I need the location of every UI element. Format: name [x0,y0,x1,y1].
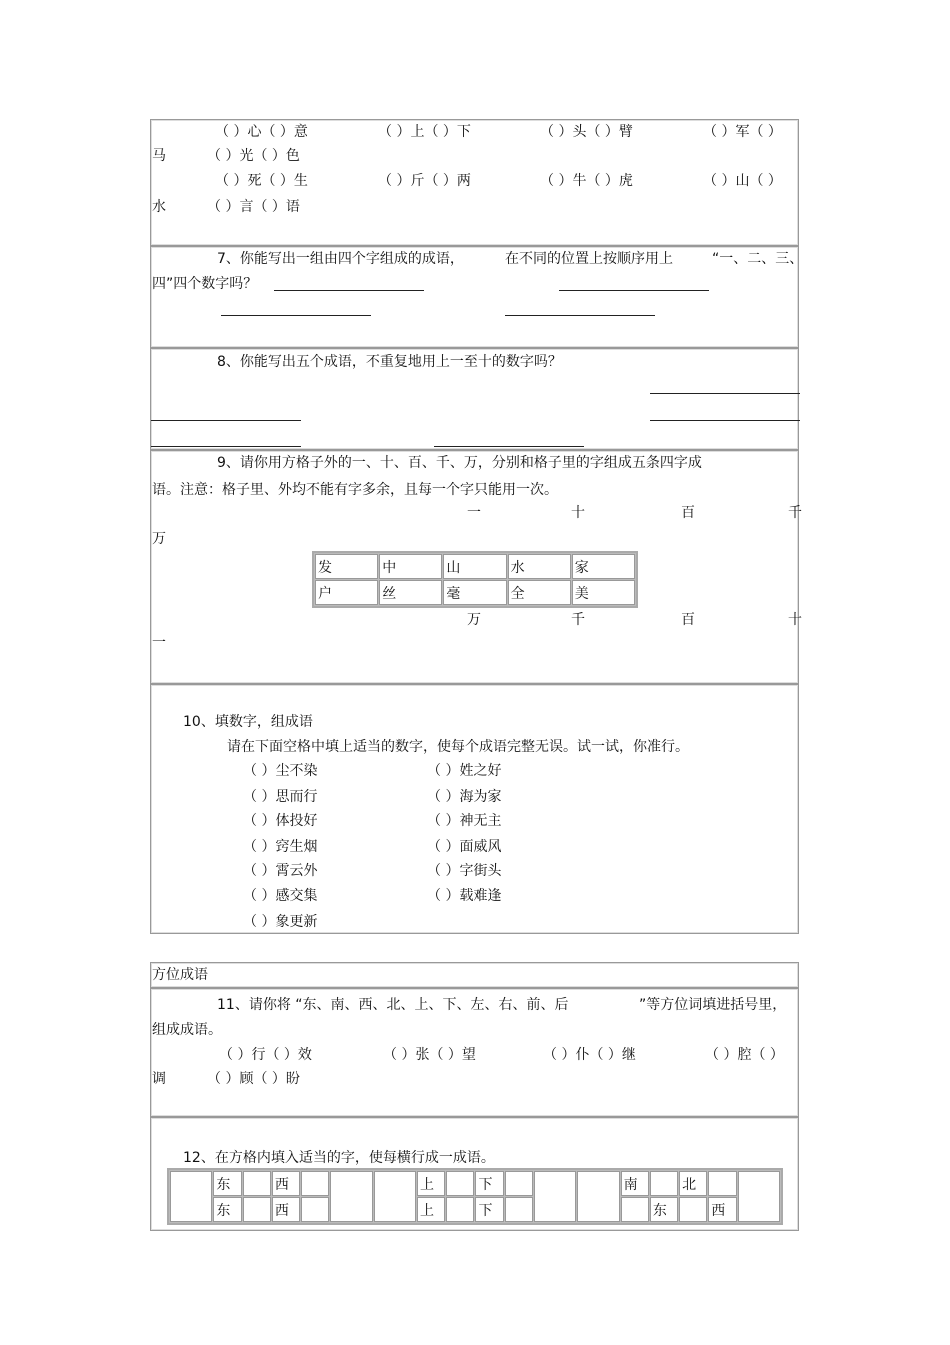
answer-line[interactable] [151,420,301,421]
idiom-item: （ ）张（ ）望 [383,1047,476,1063]
question-text: “一、二、三、 [712,251,804,267]
question-text: 11、请你将 “东、南、西、北、上、下、左、右、前、后 [217,997,569,1013]
grid-spacer [330,1171,372,1222]
idiom-item: （ ）面威风 [427,839,502,855]
idiom-item: （ ）窍生烟 [243,839,318,855]
grid-cell: 全 [508,580,571,605]
grid-cell[interactable]: 东 [213,1171,241,1196]
idiom-item: （ ）顾（ ）盼 [207,1071,300,1087]
character-grid [312,551,638,608]
grid-cell[interactable]: 下 [475,1171,503,1196]
grid-row [170,1171,780,1196]
grid-cell[interactable] [301,1171,329,1196]
grid-cell[interactable] [301,1197,329,1222]
grid-cell[interactable]: 西 [272,1171,300,1196]
grid-cell: 美 [572,580,635,605]
answer-line[interactable] [434,446,584,447]
grid-cell[interactable] [446,1197,474,1222]
idiom-item: （ ）感交集 [243,888,318,904]
grid-cell[interactable] [446,1171,474,1196]
grid-cell[interactable]: 南 [621,1171,649,1196]
grid-cell[interactable]: 上 [417,1197,445,1222]
fill-grid [167,1168,783,1225]
number-char: 十 [788,612,802,628]
grid-cell[interactable] [243,1197,271,1222]
answer-line[interactable] [274,290,424,291]
section-q8 [150,348,799,450]
grid-spacer [534,1171,576,1222]
section-q9 [150,450,802,684]
idiom-item: （ ）山（ ） [703,173,782,189]
question-title: 10、填数字，组成语 [183,714,313,730]
section-title: 方位成语 [152,967,208,983]
answer-line[interactable] [505,315,655,316]
number-char: 一 [152,635,166,651]
idiom-item: （ ）仆（ ）继 [543,1047,636,1063]
grid-cell[interactable] [650,1171,678,1196]
question-text: ”等方位词填进括号里， [639,997,787,1013]
question-text: 8、你能写出五个成语，不重复地用上一至十的数字吗？ [217,354,562,370]
question-text: 7、你能写出一组由四个字组成的成语， [217,251,464,267]
grid-spacer [738,1171,780,1222]
idiom-wrap: 调 [152,1071,166,1087]
idiom-item: （ ）死（ ）生 [215,173,308,189]
grid-row [170,1197,780,1222]
section-q11 [150,988,799,1117]
question-text: 在不同的位置上按顺序用上 [505,251,673,267]
grid-cell: 中 [379,554,442,579]
idiom-item: （ ）神无主 [427,813,502,829]
grid-cell[interactable] [708,1171,736,1196]
answer-line[interactable] [650,420,800,421]
idiom-item: （ ）体投好 [243,813,318,829]
idiom-item: （ ）尘不染 [243,763,318,779]
grid-cell: 水 [508,554,571,579]
number-char: 千 [571,612,585,628]
grid-spacer [170,1171,212,1222]
question-text: 组成成语。 [152,1022,222,1038]
idiom-item: （ ）心（ ）意 [215,124,308,140]
grid-cell[interactable] [505,1171,533,1196]
grid-cell: 山 [443,554,506,579]
grid-cell: 发 [315,554,378,579]
question-text: 请在下面空格中填上适当的数字，使每个成语完整无误。试一试，你准行。 [227,739,689,755]
section-q7 [150,246,804,348]
grid-cell[interactable] [621,1197,649,1222]
idiom-item: （ ）载难逢 [427,888,502,904]
grid-cell[interactable]: 西 [272,1197,300,1222]
grid-cell: 家 [572,554,635,579]
grid-cell[interactable]: 东 [650,1197,678,1222]
idiom-item: （ ）头（ ）臂 [540,124,633,140]
idiom-item: （ ）牛（ ）虎 [540,173,633,189]
idiom-item: （ ）霄云外 [243,863,318,879]
idiom-item: （ ）上（ ）下 [378,124,471,140]
grid-row [315,580,635,605]
grid-cell: 丝 [379,580,442,605]
section-title-box [150,962,799,988]
idiom-item: （ ）光（ ）色 [207,148,300,164]
number-char: 万 [152,531,166,547]
grid-cell[interactable] [243,1171,271,1196]
grid-row [315,554,635,579]
idiom-item: （ ）言（ ）语 [207,199,300,215]
answer-line[interactable] [151,446,301,447]
number-char: 万 [467,612,481,628]
idiom-item: （ ）腔（ ） [705,1047,784,1063]
idiom-item: （ ）斤（ ）两 [378,173,471,189]
answer-line[interactable] [650,393,800,394]
grid-cell[interactable] [505,1197,533,1222]
grid-cell: 毫 [443,580,506,605]
idiom-item: （ ）海为家 [427,789,502,805]
idiom-wrap: 马 [152,148,166,164]
question-text: 12、在方格内填入适当的字，使每横行成一成语。 [183,1150,495,1166]
grid-cell[interactable]: 北 [679,1171,707,1196]
idiom-wrap: 水 [152,199,166,215]
grid-cell[interactable]: 西 [708,1197,736,1222]
section-q10 [150,684,799,934]
idiom-item: （ ）姓之好 [427,763,502,779]
question-text: 9、请你用方格子外的一、十、百、千、万，分别和格子里的字组成五条四字成 [217,455,702,471]
idiom-item: （ ）军（ ） [703,124,782,140]
number-char: 百 [681,505,695,521]
number-char: 十 [571,505,585,521]
grid-spacer [374,1171,416,1222]
grid-cell[interactable]: 上 [417,1171,445,1196]
section-q12 [150,1117,799,1231]
grid-cell[interactable] [679,1197,707,1222]
answer-line[interactable] [559,290,709,291]
answer-line[interactable] [221,315,371,316]
section-q6 [150,119,799,246]
grid-cell: 户 [315,580,378,605]
question-text: 语。注意：格子里、外均不能有字多余，且每一个字只能用一次。 [152,482,558,498]
grid-cell[interactable]: 东 [213,1197,241,1222]
grid-spacer [577,1171,619,1222]
question-text: 四”四个数字吗？ [152,276,258,292]
idiom-item: （ ）行（ ）效 [219,1047,312,1063]
number-char: 一 [467,505,481,521]
grid-cell[interactable]: 下 [475,1197,503,1222]
idiom-item: （ ）思而行 [243,789,318,805]
number-char: 千 [788,505,802,521]
idiom-item: （ ）象更新 [243,914,318,930]
number-char: 百 [681,612,695,628]
idiom-item: （ ）字街头 [427,863,502,879]
